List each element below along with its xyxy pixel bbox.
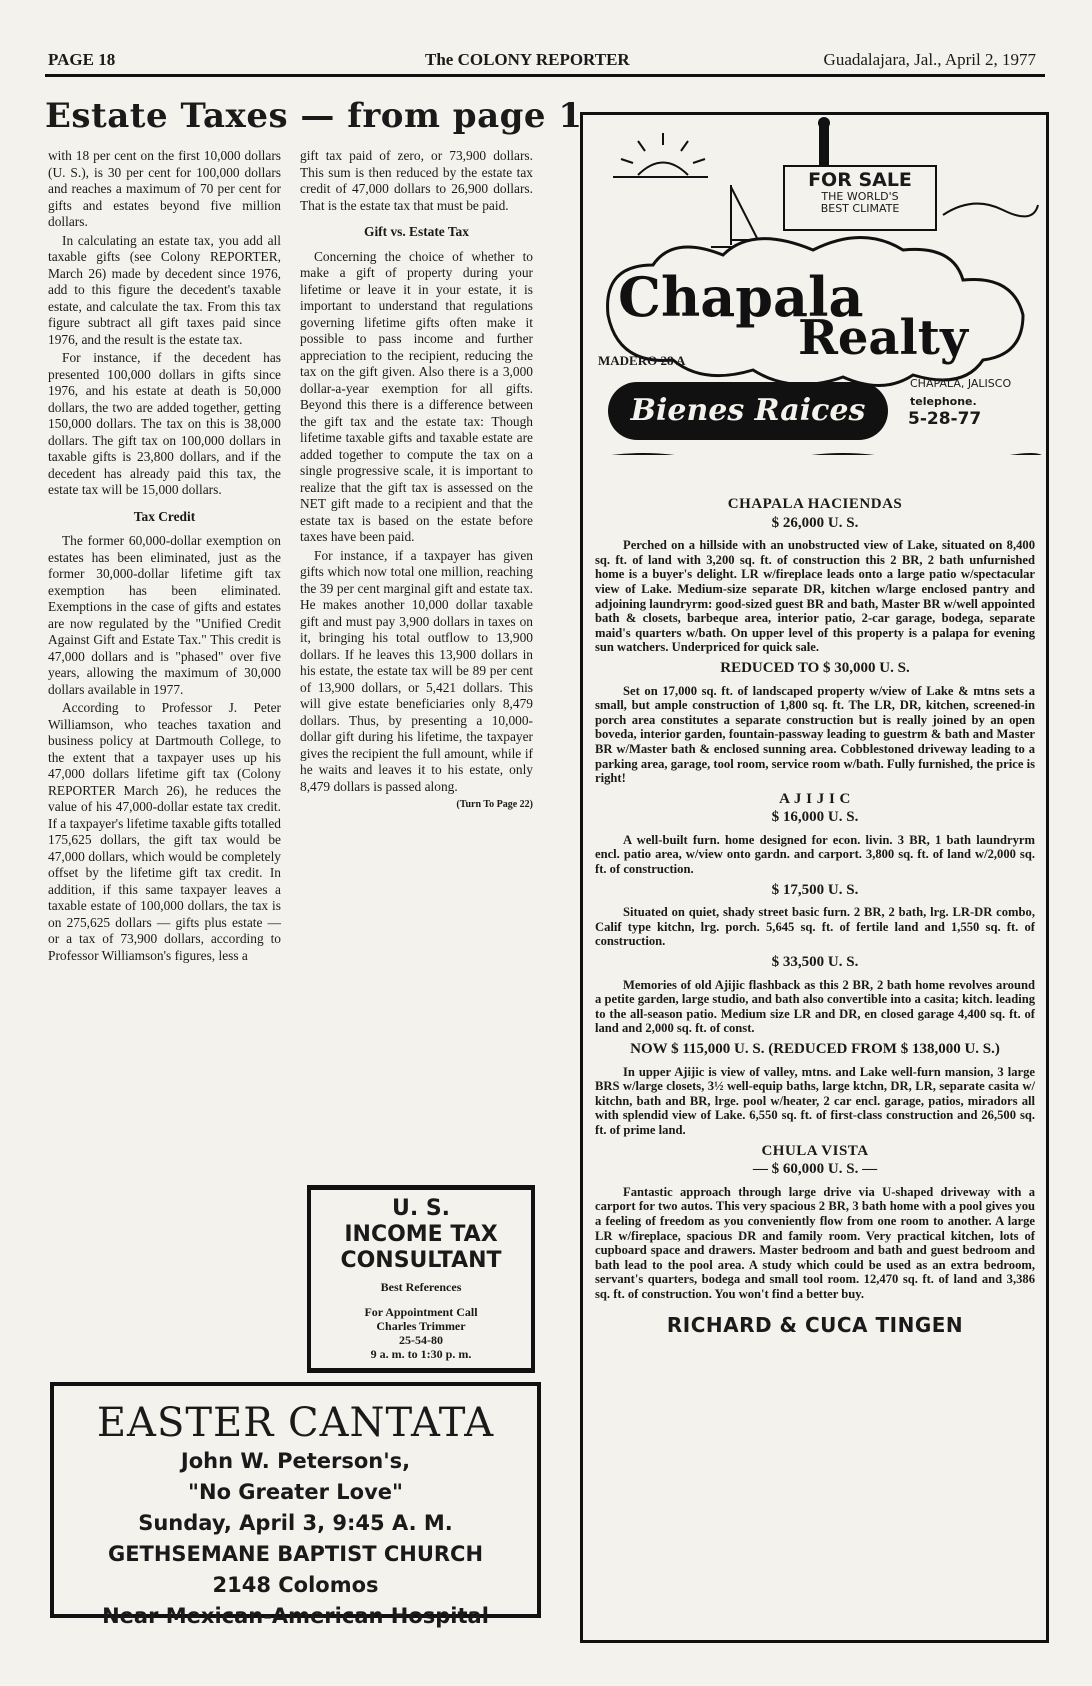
subheading-gift-vs-estate: Gift vs. Estate Tax (364, 224, 469, 239)
listing-text: Fantastic approach through large drive via U-shaped driveway with a carport for two autos. This very spacious 2 BR, 3 bath home with a pool gives you a feeling of freedom as you conveniently flow from one room to another. A large LR w/fireplace, spacious DR and family room. Very practical kitchen, lots of cupboard space and drawers. Master bedroom and bath and guest bedroom and bath lead to the pool area. A study which could be used as an extra bedroom, servant's quarters, bodega and small tool room. 12,470 sq. ft. of land and 3,386 sq. ft. of construction. You won't find a better buy. (595, 1184, 1035, 1301)
ad-contact (307, 1305, 535, 1361)
article-headline: Estate Taxes — from page 1 (45, 96, 583, 136)
easter-title: EASTER CANTATA (96, 1400, 495, 1446)
ad-name: Charles Trimmer (376, 1319, 466, 1333)
ad-references: Best References (380, 1280, 462, 1294)
sailboat-icon (711, 185, 763, 247)
paragraph: gift tax paid of zero, or 73,900 dollars. This sum is then reduced by the estate tax credit of 47,000 dollars to 26,900 dollars. That is the estate tax that must be paid. (300, 148, 533, 213)
telephone-number: 5-28-77 (908, 409, 982, 429)
easter-cantata-ad (50, 1382, 541, 1628)
listing-heading: CHAPALA HACIENDAS (727, 496, 903, 512)
easter-composer: John W. Peterson's, (180, 1449, 411, 1473)
listing-text: Perched on a hillside with an unobstructed view of Lake, situated on 8,400 sq. ft. of land with 3,200 sq. ft. of construction this 2 BR, 2 bath unfurnished home is a buyer's delight. LR w/fireplace leads onto a large patio w/spectacular view of Lake. Medium-size separate DR, kitchen w/large enclosed pantry and adjoining laundryrm: good-sized guest BR and bath, Master BR w/well appointed bath & closets, barbeque area, interior patio, 2-car garage, bodega, separate maid's quarters w/bath. On upper level of this property is a palapa for evening sun watchers. Underpriced for quick sale. (595, 538, 1035, 655)
paragraph: For instance, if a taxpayer has given gifts which now total one million, reaching the 39 per cent marginal gift and estate tax. He makes another 10,000 dollar taxable gift and must pay 3,900 dollars in taxes on it, bringing his total outflow to 13,900 dollars. If he leaves this 13,900 dollars in his estate, the estate tax will be 89 per cent of 13,900 dollars, or 5,421 dollars. This will give estate beneficiaries only 8,479 dollars. Thus, by presenting a 10,000-dollar gift during his lifetime, the taxpayer gives the recipient the full amount, while if he waits and leaves it to his estate, only 8,479 dollars is passed along. (300, 547, 533, 794)
continuation-note: (Turn To Page 22) (456, 799, 533, 810)
ad-title-line: INCOME TAX (344, 1222, 498, 1247)
tax-consultant-ad (307, 1185, 535, 1373)
listing-price: — $ 60,000 U. S. — (752, 1161, 878, 1178)
paragraph: In calculating an estate tax, you add all taxable gifts (see Colony REPORTER, March 26) made by decedent since 1976, add to this figure the decedent's taxable estate, and calculate the tax. From this tax figure subtract all gift taxes paid since 1976, and the result is the estate tax. (48, 232, 281, 347)
paragraph: The former 60,000-dollar exemption on estates has been eliminated, just as the former 30,000-dollar lifetime gift tax exemption has been eliminated. Exemptions in the case of gifts and estates are now regulated by the "Unified Credit Against Gift and Estate Tax." This credit is 47,000 dollars and is "phased" over five years, allowing the maximum of 30,000 dollars available in 1977. (48, 533, 281, 697)
page-number: PAGE 18 (48, 50, 116, 69)
property-listings (595, 495, 1035, 1337)
listing-price: $ 16,000 U. S. (771, 809, 859, 826)
sun-icon (613, 133, 708, 177)
subheading-tax-credit: Tax Credit (133, 508, 196, 524)
ad-title-line: U. S. (391, 1196, 451, 1221)
realty-logo (583, 115, 1046, 455)
newspaper-title: The COLONY REPORTER (425, 50, 630, 69)
logo-realty: Realty (798, 310, 968, 366)
listing-text: A well-built furn. home designed for econ. livin. 3 BR, 1 bath laundryrm encl. patio area, w/view onto gardn. and carport. 3,800 sq. ft. of land w/2,000 sq. ft. of construction. (595, 832, 1035, 877)
article-column-2 (300, 148, 533, 814)
listing-heading: A J I J I C (779, 790, 851, 807)
ad-phone: 25-54-80 (399, 1333, 443, 1347)
mountain-icon (943, 204, 1038, 217)
listing-text: Situated on quiet, shady street basic furn. 2 BR, 2 bath, lrg. LR-DR combo, Calif type kitchn, lrg. porch. 5,645 sq. ft. of fertile land and 1,550 sq. ft. of construction. (595, 905, 1035, 949)
listing-heading: CHULA VISTA (761, 1142, 869, 1159)
listing-text: Set on 17,000 sq. ft. of landscaped property w/view of Lake & mtns sets a small, but ample construction of 1,800 sq. ft. The LR, DR, kitchen, screened-in porch area constitutes a separate construction but is really joined by an open boveda, interior garden, fountain-passway leading to guestrm & bath and Master BR w/Master bath & enclosed sunning area. Cobblestoned driveway leading to a parking area, garage, tool room, service room w/bath. Fully furnished, the price is right! (595, 683, 1035, 786)
listing-price: $ 17,500 U. S. (771, 881, 859, 898)
paragraph: According to Professor J. Peter Williamson, who teaches taxation and business policy at Dartmouth College, to the extent that a taxpayer uses up his 47,000 dollars lifetime gift tax (Colony REPORTER March 26), he reduces the value of his 47,000-dollar estate tax credit. If a taxpayer's lifetime taxable gifts totalled 175,625 dollars, the gift tax would be 47,000 dollars, which would be completely offset by the lifetime gift tax credit. In addition, if this same taxpayer leaves a taxable estate of 100,000 dollars, the tax is on 275,625 dollars — gifts plus estate — or a tax of 73,900 dollars, according to Professor Williamson's figures, less a (48, 700, 281, 963)
easter-church: GETHSEMANE BAPTIST CHURCH (107, 1542, 484, 1566)
realty-agents: RICHARD & CUCA TINGEN (666, 1312, 964, 1337)
tagline-line: BEST CLIMATE (820, 202, 900, 215)
easter-when: Sunday, April 3, 9:45 A. M. (138, 1511, 453, 1535)
paragraph: with 18 per cent on the first 10,000 dollars (U. S.), is 30 per cent for 100,000 dollars and reaches a maximum of 70 per cent for gifts and estates beyond five million dollars. (48, 148, 281, 229)
listing-text: Memories of old Ajijic flashback as this 2 BR, 2 bath home revolves around a petite garden, large studio, and bath also convertible into a casita; kitch. leading to the all-season patio. Medium size LR and DR, en closed garage 4,400 sq. ft. of land and 2,000 sq. ft. of const. (595, 977, 1035, 1036)
realty-address: MADERO 28 A (598, 353, 686, 368)
telephone-label: telephone. (910, 395, 977, 408)
ad-border-right (531, 1190, 535, 1368)
listing-price: $ 33,500 U. S. (771, 954, 859, 971)
dateline: Guadalajara, Jal., April 2, 1977 (823, 50, 1036, 69)
easter-work: "No Greater Love" (188, 1480, 403, 1504)
chapala-realty-ad (580, 112, 1049, 1643)
easter-address: 2148 Colomos (212, 1573, 379, 1597)
paragraph: For instance, if the decedent has presented 100,000 dollars in gifts since 1976, and his estate at death is 50,000 dollars, the two are added together, getting 150,000 dollars. The tax on this is 38,000 dollars. The gift tax on 100,000 dollars in taxable gifts is 23,800 dollars, and if the decedent has already paid this tax, the estate tax will be 15,000 dollars. (48, 350, 281, 497)
ad-title (307, 1196, 535, 1274)
ad-hours: 9 a. m. to 1:30 p. m. (370, 1347, 472, 1361)
ad-border-left (307, 1190, 311, 1368)
for-sale-sign (783, 165, 937, 231)
listing-price: REDUCED TO $ 30,000 U. S. (720, 659, 910, 676)
bienes-raices-banner: Bienes Raices (608, 382, 888, 440)
logo-chapala: Chapala (618, 265, 864, 329)
header-rule (45, 74, 1045, 77)
realty-city: CHAPALA, JALISCO (910, 377, 1012, 390)
paragraph: Concerning the choice of whether to make a gift of property during your lifetime or leave it in your estate, it is important to understand that regulations governing lifetime gifts often make it possible to pass income and further appreciation to the recipient, reducing the tax on the gift given. Also there is a 3,000 dollar-a-year exemption for all gifts. Beyond this there is a difference between the gift tax and the estate tax: Though lifetime taxable gifts and taxable estate are added together to compute the tax on a single progressive scale, it is important to realize that the gift tax is assessed on the NET gift made to a recipient and that the estate tax is based on the estate before taxes have been paid. (300, 248, 533, 544)
listing-price: NOW $ 115,000 U. S. (REDUCED FROM $ 138,000 U. S.) (630, 1041, 1000, 1057)
for-sale-text: FOR SALE (808, 169, 912, 191)
easter-near: Near Mexican-American Hospital (102, 1604, 489, 1628)
ad-title-line: CONSULTANT (340, 1248, 502, 1273)
article-column-1 (48, 148, 281, 966)
tagline-line: THE WORLD'S (821, 190, 899, 203)
listing-text: In upper Ajijic is view of valley, mtns. and Lake well-furn mansion, 3 large BRS w/large closets, 3½ well-equip baths, large ktchn, DR, LR, separate casita w/ kitchn, bath and BR, lrge. pool w/heater, 2 car encl. garage, patios, miradors all with splendid view of Lake. 6,550 sq. ft. of first-class construction and 26,500 sq. ft. of prime land. (595, 1064, 1035, 1137)
ad-appointment: For Appointment Call (364, 1305, 478, 1319)
listing-price: $ 26,000 U. S. (771, 514, 859, 531)
